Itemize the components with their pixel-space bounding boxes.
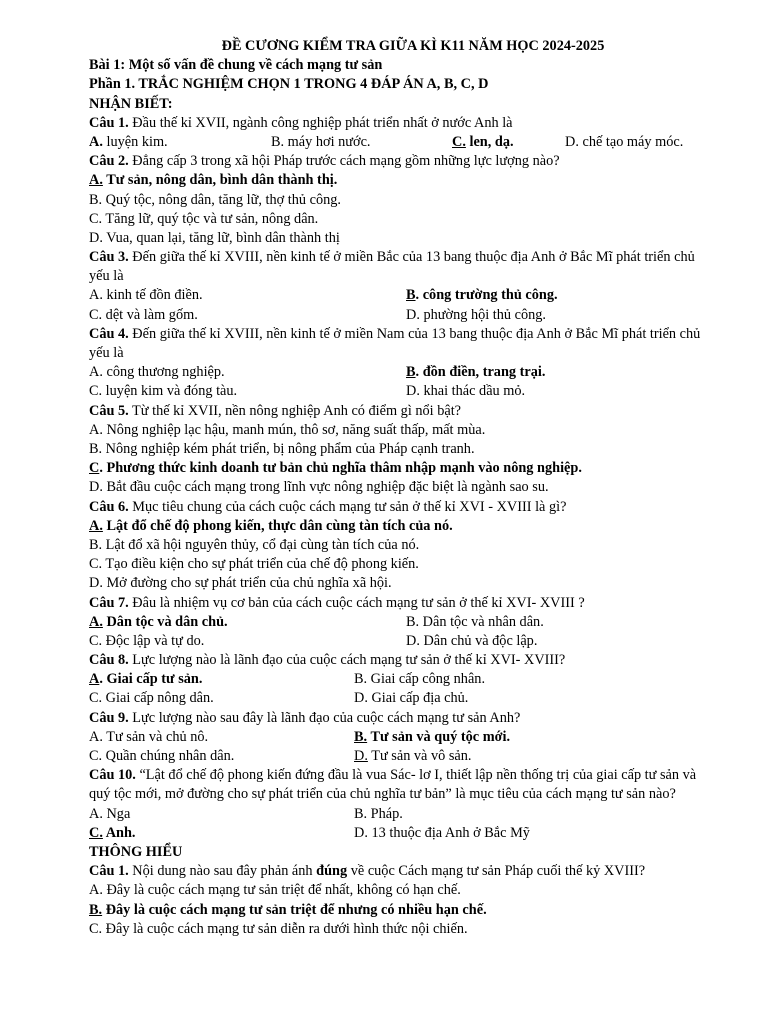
answer-c-correct: C. len, dạ. bbox=[452, 133, 514, 150]
question-1 bbox=[89, 114, 709, 133]
question-label: Câu 5. bbox=[89, 402, 129, 419]
question-text: Đầu thế kỉ XVII, ngành công nghiệp phát triển nhất ở nước Anh là bbox=[128, 114, 513, 131]
answer-row bbox=[89, 728, 709, 747]
answer-c: C. Đây là cuộc cách mạng tư sản diễn ra dưới hình thức nội chiến. bbox=[89, 920, 468, 937]
answer-b: B. Nông nghiệp kém phát triển, bị nông phẩm của Pháp cạnh tranh. bbox=[89, 441, 475, 457]
answer-row bbox=[89, 632, 709, 651]
answer-c-correct: C. Phương thức kinh doanh tư bản chủ nghĩa thâm nhập mạnh vào nông nghiệp. bbox=[89, 460, 582, 477]
question-4 bbox=[89, 325, 709, 363]
answer-a: A. luyện kim. bbox=[89, 133, 168, 150]
question-text: Nội dung nào sau đây phản ánh bbox=[128, 863, 317, 880]
answer-d: D. Giai cấp địa chủ. bbox=[354, 690, 469, 707]
answer-d: D. chế tạo máy móc. bbox=[565, 133, 684, 150]
question-text: về cuộc Cách mạng tư sản Pháp cuối thế kỷ XVIII? bbox=[347, 863, 646, 880]
answer-d: D. Tư sản và vô sản. bbox=[354, 748, 472, 764]
lesson-heading: Bài 1: Một số vấn đề chung về cách mạng tư sản bbox=[89, 57, 383, 74]
question-6 bbox=[89, 498, 709, 517]
answer-d: D. Dân chủ và độc lập. bbox=[406, 632, 538, 649]
answer-b-correct: B. công trường thủ công. bbox=[406, 287, 558, 304]
question-label: Câu 2. bbox=[89, 153, 129, 170]
answer-c: C. Quần chúng nhân dân. bbox=[89, 748, 235, 764]
question-label: Câu 3. bbox=[89, 249, 129, 266]
answer-row bbox=[89, 824, 709, 843]
question-text: Mục tiêu chung của cách cuộc cách mạng tư sản ở thế kỉ XVI - XVIII là gì? bbox=[128, 498, 567, 515]
answer-c: C. luyện kim và đóng tàu. bbox=[89, 383, 238, 400]
answer-row bbox=[89, 670, 709, 689]
answer-a: A. Tư sản và chủ nô. bbox=[89, 728, 209, 745]
answer-row bbox=[89, 306, 709, 325]
answer-row bbox=[89, 613, 709, 632]
answer-d: D. Bắt đầu cuộc cách mạng trong lĩnh vực nông nghiệp đặc biệt là ngành sao su. bbox=[89, 479, 549, 496]
question-label: Câu 10. bbox=[89, 767, 136, 784]
question-label: Câu 8. bbox=[89, 652, 129, 669]
question-text: Đẳng cấp 3 trong xã hội Pháp trước cách mạng gồm những lực lượng nào? bbox=[128, 153, 560, 170]
question-label: Câu 9. bbox=[89, 709, 129, 726]
part-heading: Phần 1. TRẮC NGHIỆM CHỌN 1 TRONG 4 ĐÁP ÁN A, B, C, D bbox=[89, 76, 489, 93]
answer-b-correct: B. đồn điền, trang trại. bbox=[406, 364, 546, 381]
answer-a: A. kinh tế đồn điền. bbox=[89, 287, 203, 304]
answer-d: D. khai thác dầu mỏ. bbox=[406, 383, 526, 400]
answer-b: B. Pháp. bbox=[354, 805, 403, 822]
question-label: Câu 6. bbox=[89, 498, 129, 515]
question-label: Câu 1. bbox=[89, 863, 129, 880]
question-9 bbox=[89, 709, 709, 728]
question-label: Câu 4. bbox=[89, 325, 129, 342]
answer-a-correct: A. Tư sản, nông dân, bình dân thành thị. bbox=[89, 172, 338, 189]
question-5 bbox=[89, 402, 709, 421]
answer-c: C. Tạo điều kiện cho sự phát triển của chế độ phong kiến. bbox=[89, 556, 419, 573]
answer-c: C. Tăng lữ, quý tộc và tư sản, nông dân. bbox=[89, 210, 319, 227]
answer-a-correct: A. Dân tộc và dân chủ. bbox=[89, 613, 228, 630]
section-heading-nhan-biet: NHẬN BIẾT: bbox=[89, 95, 173, 112]
answer-row bbox=[89, 382, 709, 401]
question-emphasis: đúng bbox=[316, 863, 348, 880]
question-2 bbox=[89, 152, 709, 171]
answer-row bbox=[89, 286, 709, 305]
answer-row bbox=[89, 133, 709, 152]
answer-c: C. Giai cấp nông dân. bbox=[89, 690, 214, 707]
question-text: Đâu là nhiệm vụ cơ bản của cách cuộc cách mạng tư sản ở thế kỉ XVI- XVIII ? bbox=[128, 594, 585, 611]
answer-b: B. Giai cấp công nhân. bbox=[354, 671, 486, 688]
question-8 bbox=[89, 651, 709, 670]
answer-a: A. Nga bbox=[89, 805, 131, 822]
answer-row bbox=[89, 689, 709, 708]
answer-d: D. 13 thuộc địa Anh ở Bắc Mỹ bbox=[354, 824, 530, 841]
answer-c-correct: C. Anh. bbox=[89, 824, 136, 841]
answer-row bbox=[89, 747, 709, 766]
question-text: Đến giữa thế kỉ XVIII, nền kinh tế ở miền Nam của 13 bang thuộc địa Anh ở Bắc Mĩ phát triển chủ yếu là bbox=[89, 325, 701, 362]
answer-c: C. Độc lập và tự do. bbox=[89, 632, 205, 649]
answer-b: B. Lật đổ xã hội nguyên thủy, cổ đại cùng tàn tích của nó. bbox=[89, 536, 420, 553]
answer-b: B. Dân tộc và nhân dân. bbox=[406, 613, 544, 630]
answer-d: D. phường hội thủ công. bbox=[406, 306, 547, 323]
question-text: Đến giữa thế kỉ XVIII, nền kinh tế ở miền Bắc của 13 bang thuộc địa Anh ở Bắc Mĩ phát triển chủ yếu là bbox=[89, 249, 695, 285]
question-10 bbox=[89, 766, 709, 804]
document-content bbox=[89, 37, 709, 939]
answer-b: B. Quý tộc, nông dân, tăng lữ, thợ thủ công. bbox=[89, 191, 341, 208]
question-label: Câu 7. bbox=[89, 594, 129, 611]
question-text: Lực lượng nào sau đây là lãnh đạo của cuộc cách mạng tư sản Anh? bbox=[128, 709, 521, 726]
question-label: Câu 1. bbox=[89, 114, 129, 131]
question-text: Lực lượng nào là lãnh đạo của cuộc cách mạng tư sản ở thế kỉ XVI- XVIII? bbox=[128, 652, 566, 669]
answer-a-correct: A. Lật đổ chế độ phong kiến, thực dân cùng tàn tích của nó. bbox=[89, 517, 453, 534]
answer-row bbox=[89, 363, 709, 382]
answer-b-correct: B. Tư sản và quý tộc mới. bbox=[354, 728, 511, 745]
answer-b-correct: B. Đây là cuộc cách mạng tư sản triệt để nhưng có nhiều hạn chế. bbox=[89, 901, 487, 918]
answer-a: A. Đây là cuộc cách mạng tư sản triệt để nhất, không có hạn chế. bbox=[89, 882, 461, 899]
answer-c: C. dệt và làm gốm. bbox=[89, 306, 198, 323]
answer-d: D. Vua, quan lại, tăng lữ, bình dân thành thị bbox=[89, 229, 340, 246]
answer-a: A. Nông nghiệp lạc hậu, manh mún, thô sơ, năng suất thấp, mất mùa. bbox=[89, 421, 486, 438]
answer-b: B. máy hơi nước. bbox=[271, 133, 371, 150]
section-heading-thong-hieu: THÔNG HIỂU bbox=[89, 843, 183, 860]
document-title: ĐỀ CƯƠNG KIỂM TRA GIỮA KÌ K11 NĂM HỌC 2024-2025 bbox=[221, 38, 605, 54]
answer-row bbox=[89, 805, 709, 824]
question-3 bbox=[89, 248, 709, 286]
question-text: “Lật đổ chế độ phong kiến đứng đầu là vua Sác- lơ I, thiết lập nền thống trị của giai cấp tư sản và quý tộc mới, mở đường cho sự phát triển của chủ nghĩa tư bản” là mục tiêu của cách mạng tư sản nào? bbox=[89, 767, 697, 803]
th-question-1 bbox=[89, 862, 709, 881]
answer-a-correct: A. Giai cấp tư sản. bbox=[89, 671, 203, 688]
answer-d: D. Mở đường cho sự phát triển của chủ nghĩa xã hội. bbox=[89, 575, 392, 592]
answer-a: A. công thương nghiệp. bbox=[89, 364, 225, 381]
question-text: Từ thế kỉ XVII, nền nông nghiệp Anh có điểm gì nổi bật? bbox=[128, 402, 462, 419]
question-7 bbox=[89, 594, 709, 613]
